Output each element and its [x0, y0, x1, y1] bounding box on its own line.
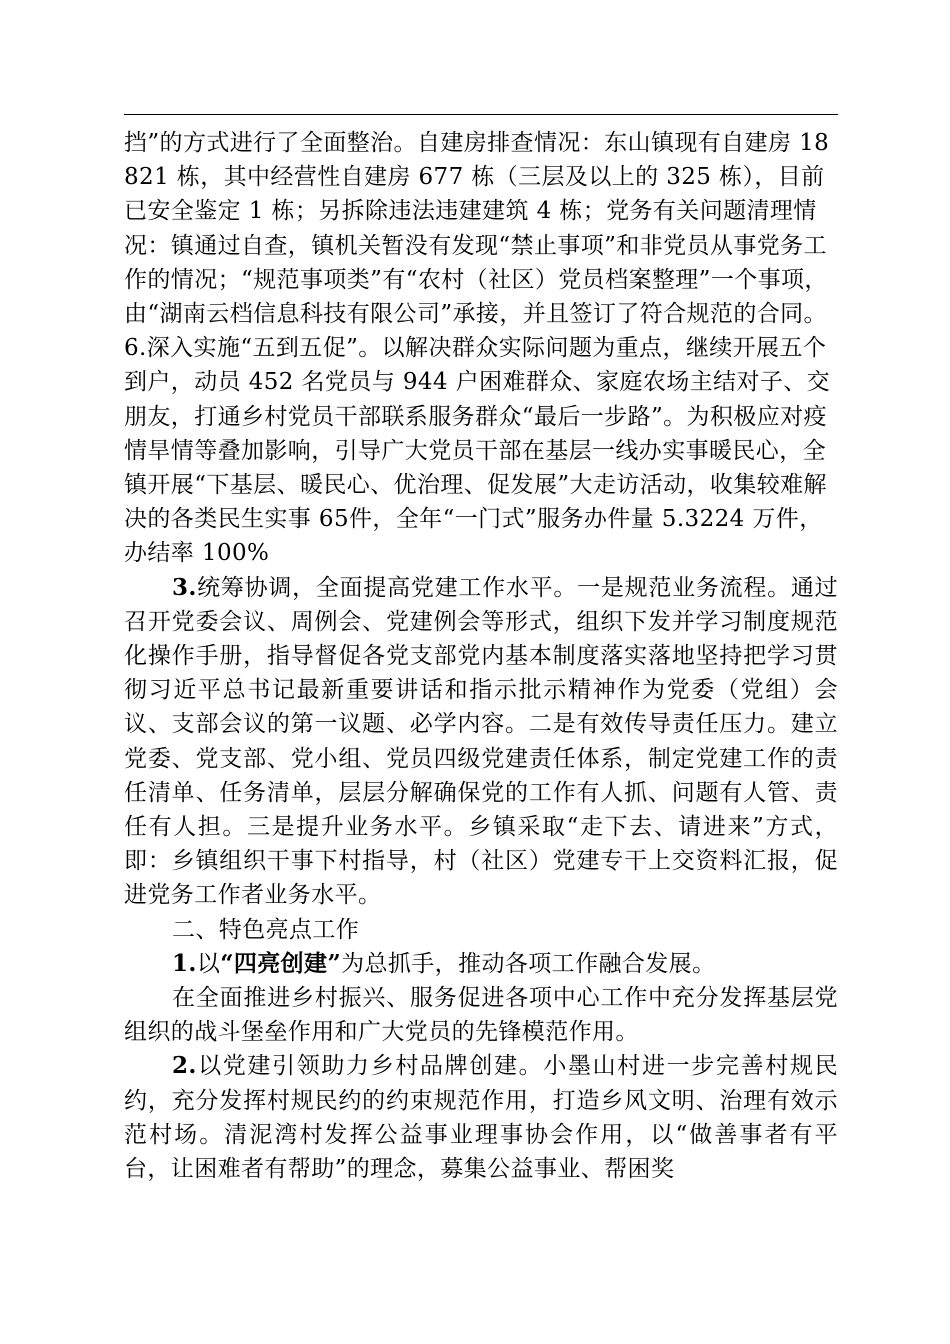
paragraph-continuation: 挡”的方式进行了全面整治。自建房排查情况：东山镇现有自建房 18821 栋，其中经营性自建房 677 栋（三层及以上的 325 栋），目前已安全鉴定 1 栋；另拆除违法违建建筑 4 栋；党务有关问题清理情况：镇通过自查，镇机关暂没有发现“禁止事项”和非党员从事党务工作的情况；“规范事项类”有“农村（社区）党员档案整理”一个事项，由“湖南云档信息科技有限公司”承接，并且签订了符合规范的合同。6.深入实施“五到五促”。以解决群众实际问题为重点，继续开展五个到户，动员 452 名党员与 944 户困难群众、家庭农场主结对子、交朋友，打通乡村党员干部联系服务群众“最后一步路”。为积极应对疫情旱情等叠加影响，引导广大党员干部在基层一线办实事暖民心，全镇开展“下基层、暖民心、优治理、促发展”大走访活动，收集较难解决的各类民生实事 65件，全年“一门式”服务办件量 5.3224 万件，办结率 100% [124, 130, 831, 567]
section-3-text: 统筹协调，全面提高党建工作水平。一是规范业务流程。通过召开党委会议、周例会、党建例会等形式，组织下发并学习制度规范化操作手册，指导督促各党支部党内基本制度落实落地坚持把学习贯彻习近平总书记最新重要讲话和指示批示精神作为党委（党组）会议、支部会议的第一议题、必学内容。二是有效传导责任压力。建立党委、党支部、党小组、党员四级党建责任体系，制定党建工作的责任清单、任务清单，层层分解确保党的工作有人抓、问题有人管、责任有人担。三是提升业务水平。乡镇采取“走下去、请进来”方式，即：乡镇组织干事下村指导，村（社区）党建专干上交资料汇报，促进党务工作者业务水平。 [124, 574, 838, 909]
item-2-text: 以党建引领助力乡村品牌创建。小墨山村进一步完善村规民约，充分发挥村规民约的约束规范作用，打造乡风文明、治理有效示范村场。清泥湾村发挥公益事业理事协会作用，以“做善事者有平台，让困难者有帮助”的理念，募集公益事业、帮困奖 [124, 1053, 838, 1183]
item-1-text-b: 为总抓手，推动各项工作融合发展。 [341, 950, 716, 977]
item-1-text-a: 以 [196, 950, 221, 977]
paragraph-item-1 [124, 947, 838, 981]
paragraph-item-1-body: 在全面推进乡村振兴、服务促进各项中心工作中充分发挥基层党组织的战斗堡垒作用和广大党员的先锋模范作用。 [124, 985, 838, 1046]
section-3-number: 3. [172, 573, 197, 601]
item-1-quote: “四亮创建” [220, 949, 342, 977]
item-2-number: 2. [172, 1052, 197, 1080]
item-1-number: 1. [172, 949, 197, 977]
header-rule [124, 114, 838, 115]
paragraph-section-3 [124, 571, 838, 913]
paragraph-item-2 [124, 1049, 838, 1186]
document-body [124, 126, 838, 1186]
heading-features: 二、特色亮点工作 [172, 916, 360, 943]
